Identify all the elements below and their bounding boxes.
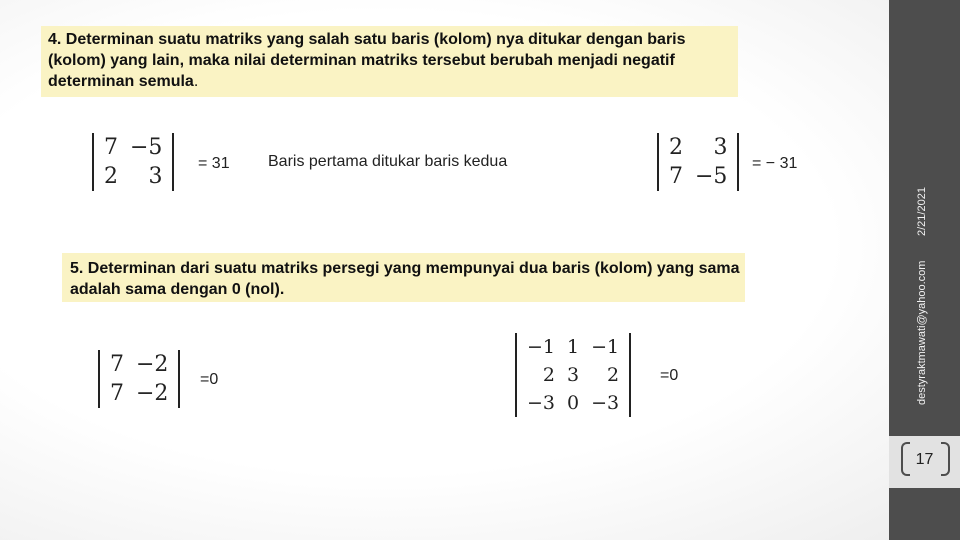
matrix-cell: −3: [527, 392, 556, 414]
rule-5-box: [62, 253, 745, 302]
example-4-determinant-b: [657, 133, 739, 191]
right-bracket-icon: [941, 442, 950, 476]
matrix-cell: −2: [136, 352, 169, 377]
example-5-result-b: =0: [660, 367, 679, 384]
example-4-result-a: = 31: [198, 155, 230, 172]
matrix-cell: 7: [110, 352, 124, 377]
page-number-box: [889, 436, 960, 488]
example-4-caption: Baris pertama ditukar baris kedua: [268, 153, 508, 170]
example-4-result-b: = − 31: [752, 155, 798, 172]
matrix-cell: −3: [591, 392, 620, 414]
page-number: 17: [915, 451, 934, 468]
matrix-cell: 3: [148, 164, 163, 189]
rule-5-number: 5.: [70, 260, 84, 277]
rule-4-number: 4.: [48, 31, 62, 48]
matrix-cell: 3: [713, 135, 728, 160]
example-5-result-a: =0: [200, 371, 219, 388]
rule-4-text: Determinan suatu matriks yang salah satu baris (kolom) nya ditukar dengan baris (kolom) yang lain, maka nilai determinan matriks tersebut berubah menjadi negatif determinan semula: [48, 31, 686, 90]
rule-4-period: .: [193, 73, 199, 90]
matrix-cell: 2: [669, 135, 683, 160]
matrix-cell: 7: [104, 135, 118, 160]
example-5-determinant-b: [515, 333, 631, 417]
example-4-determinant-a: [92, 133, 174, 191]
matrix-cell: 7: [669, 164, 683, 189]
matrix-cell: 0: [567, 392, 580, 414]
rule-5-text: Determinan dari suatu matriks persegi yang mempunyai dua baris (kolom) yang sama adalah sama dengan 0 (nol).: [70, 260, 740, 298]
matrix-cell: −5: [695, 164, 728, 189]
matrix-cell: 3: [567, 364, 580, 386]
matrix-cell: 7: [110, 381, 124, 406]
sidebar-date: 2/21/2021: [916, 187, 928, 236]
example-5-determinant-a: [98, 350, 180, 408]
matrix-cell: −2: [136, 381, 169, 406]
rule-4-box: [41, 26, 738, 97]
sidebar-email: destyraktmawati@yahoo.com: [916, 260, 928, 405]
matrix-cell: −5: [130, 135, 163, 160]
matrix-cell: −1: [591, 336, 620, 358]
matrix-cell: 2: [542, 364, 556, 386]
matrix-cell: 1: [567, 336, 580, 358]
matrix-cell: −1: [527, 336, 556, 358]
matrix-cell: 2: [607, 364, 620, 386]
matrix-cell: 2: [104, 164, 118, 189]
